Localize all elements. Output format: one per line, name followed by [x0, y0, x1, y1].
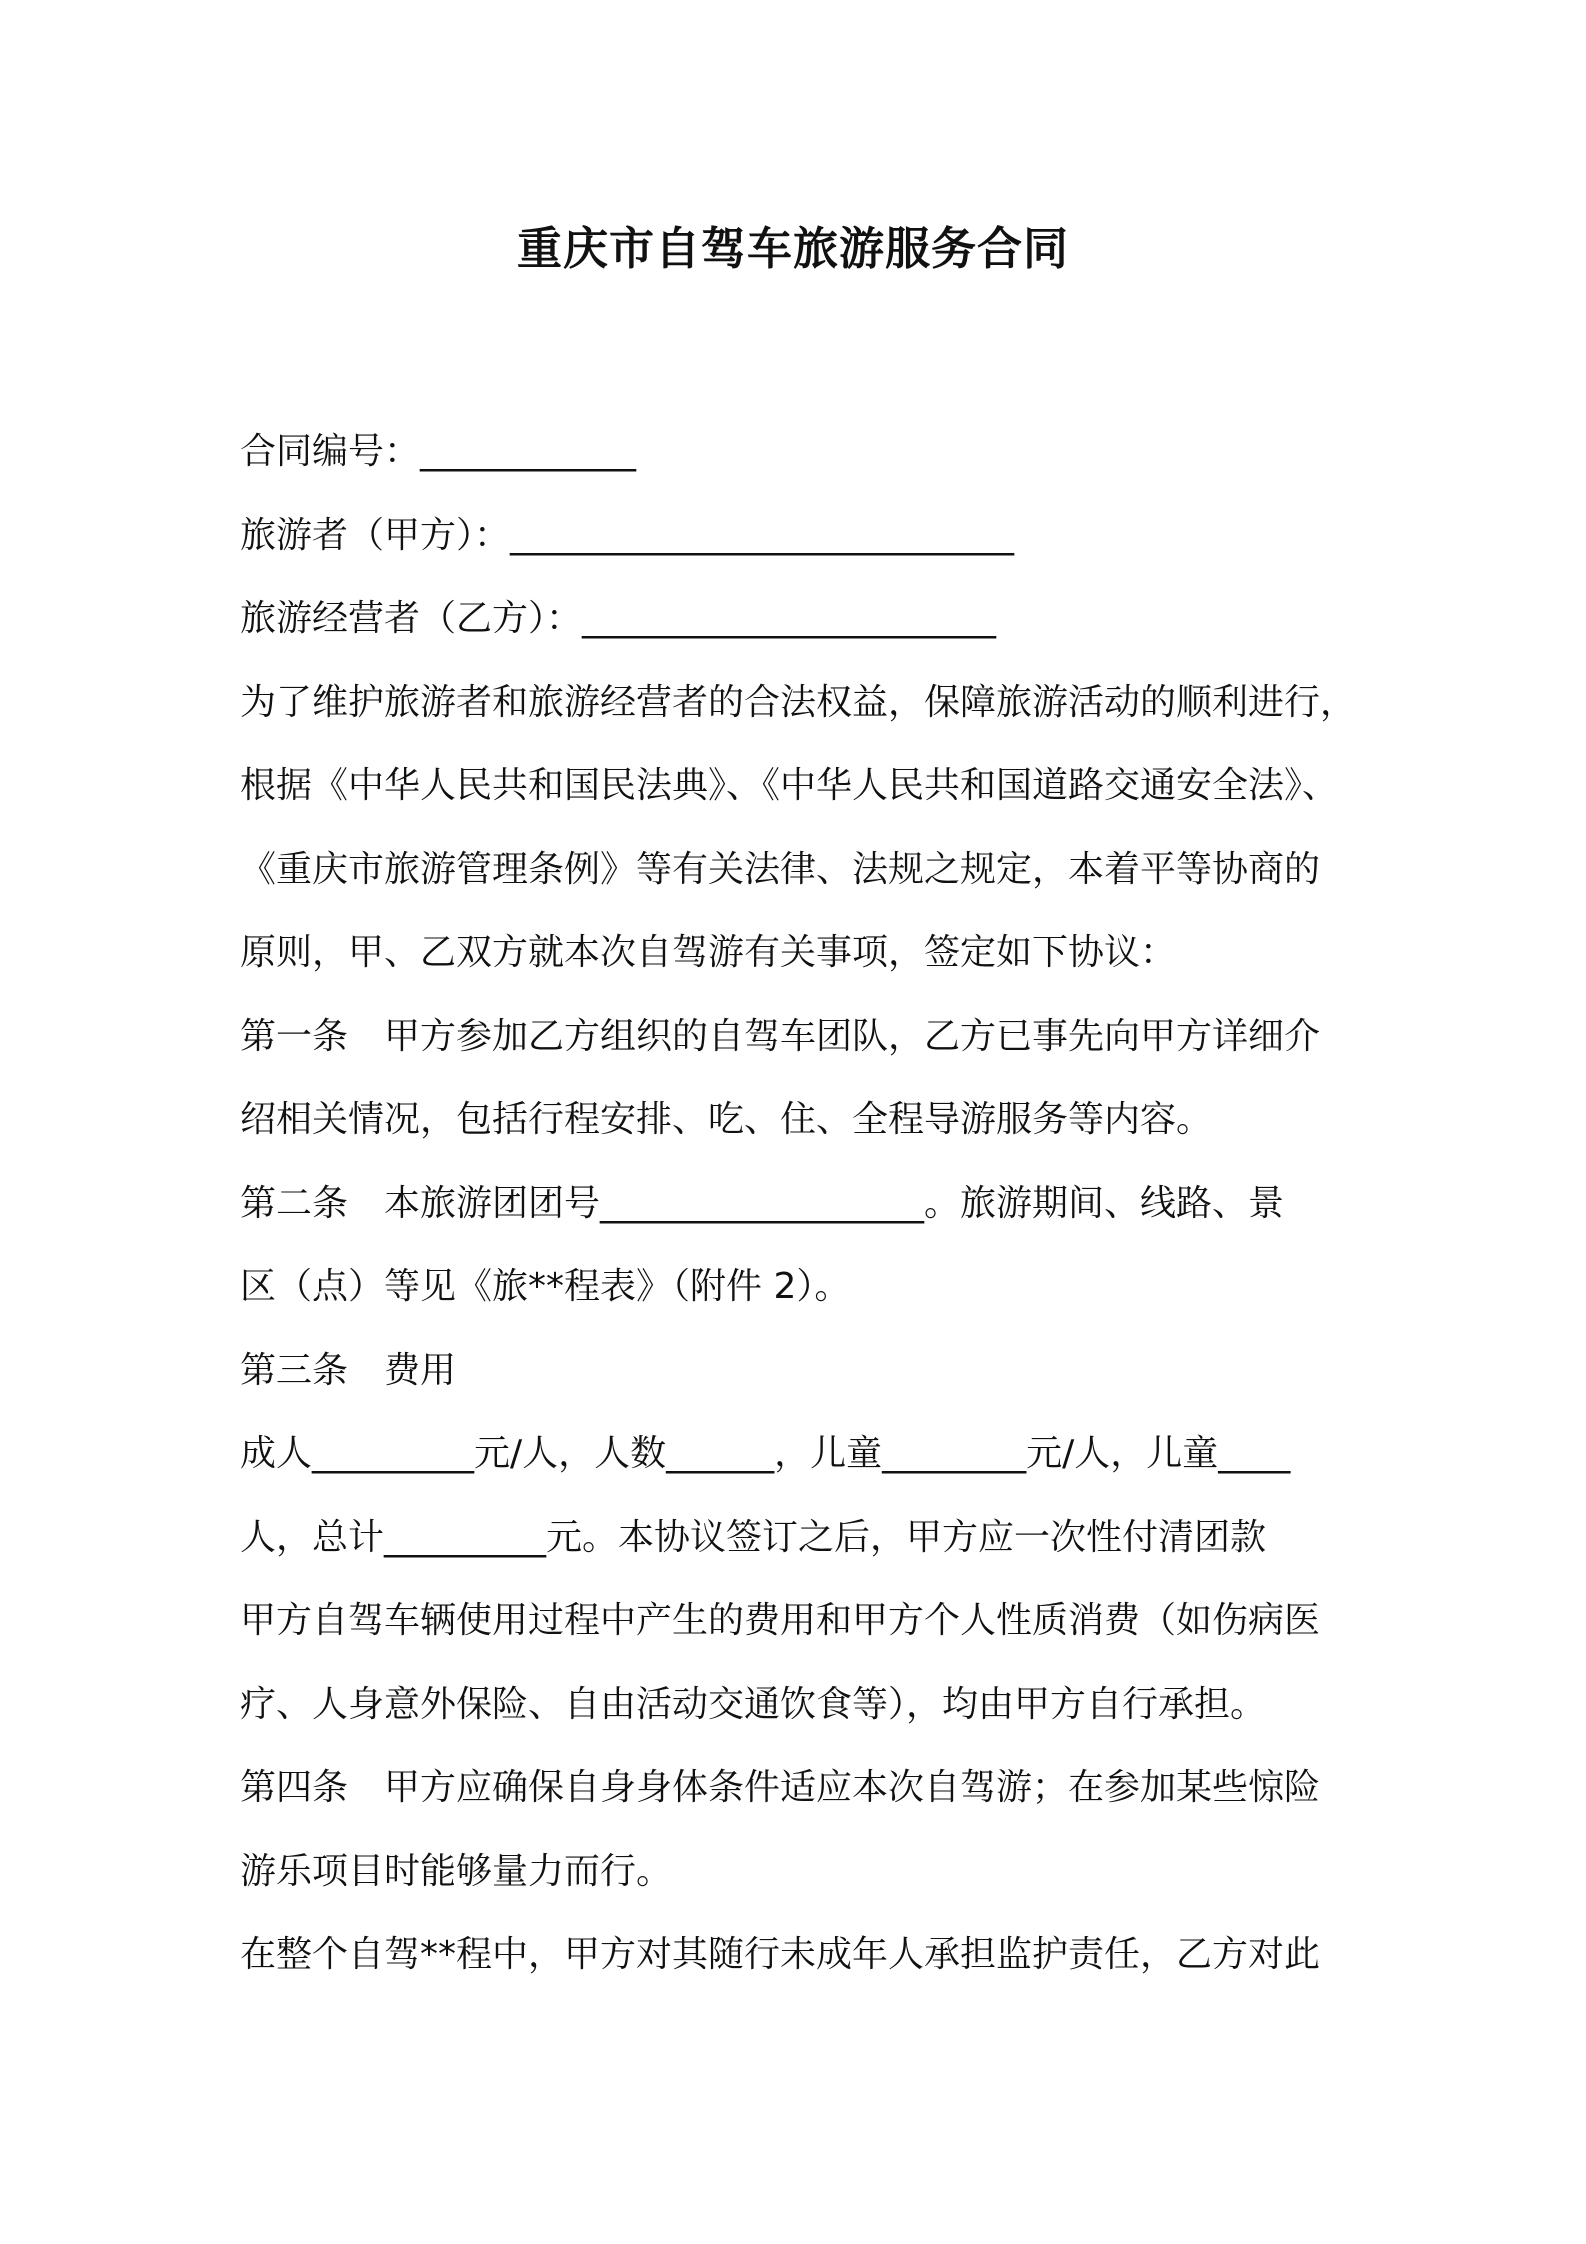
preamble-line: 根据《中华人民共和国民法典》、《中华人民共和国道路交通安全法》、: [240, 765, 1339, 806]
fees-line: 人，总计_________元。本协议签订之后，甲方应一次性付清团款: [240, 1516, 1267, 1558]
party-b-line: 旅游经营者（乙方）：_______________________: [240, 598, 997, 639]
party-a-line: 旅游者（甲方）：____________________________: [240, 514, 1015, 556]
preamble-line: 原则，甲、乙双方就本次自驾游有关事项，签定如下协议：: [240, 932, 1177, 973]
preamble-line: 为了维护旅游者和旅游经营者的合法权益，保障旅游活动的顺利进行，: [240, 681, 1357, 723]
article-1-line: 绍相关情况，包括行程安排、吃、住、全程导游服务等内容。: [240, 1099, 1213, 1140]
article-2-line: 第二条 本旅游团团号__________________。旅游期间、线路、景: [240, 1182, 1285, 1224]
article-1-line: 第一条 甲方参加乙方组织的自驾车团队，乙方已事先向甲方详细介: [240, 1015, 1321, 1057]
contract-number-line: 合同编号：____________: [240, 431, 637, 472]
fees-line: 成人_________元/人，人数______，儿童________元/人，儿童____: [240, 1433, 1291, 1474]
document-body: [240, 410, 1370, 1997]
document-title: 重庆市自驾车旅游服务合同: [516, 222, 1069, 275]
article-4-line: 游乐项目时能够量力而行。: [240, 1850, 673, 1892]
article-3-heading: 第三条 费用: [240, 1349, 457, 1391]
article-4-line: 第四条 甲方应确保自身身体条件适应本次自驾游；在参加某些惊险: [240, 1767, 1321, 1808]
expenses-line: 疗、人身意外保险、自由活动交通饮食等），均由甲方自行承担。: [240, 1683, 1267, 1725]
guardianship-line: 在整个自驾**程中，甲方对其随行未成年人承担监护责任，乙方对此: [240, 1934, 1321, 1975]
preamble-line: 《重庆市旅游管理条例》等有关法律、法规之规定，本着平等协商的: [240, 848, 1321, 890]
expenses-line: 甲方自驾车辆使用过程中产生的费用和甲方个人性质消费（如伤病医: [240, 1600, 1321, 1641]
article-2-line: 区（点）等见《旅**程表》（附件 2）。: [240, 1266, 851, 1307]
